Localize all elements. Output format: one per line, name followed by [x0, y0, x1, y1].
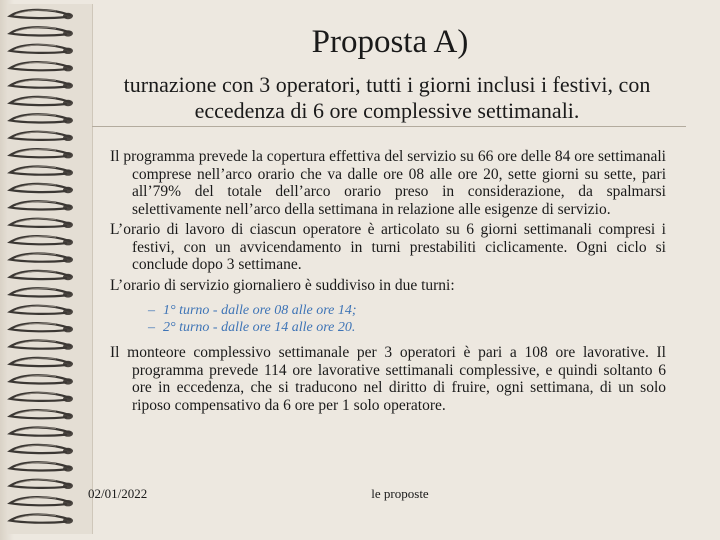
spiral-ring-icon [10, 393, 73, 402]
footer-label: le proposte [371, 486, 429, 501]
spiral-ring-icon [10, 236, 73, 245]
shift-item [148, 302, 666, 319]
spiral-ring-icon [10, 497, 73, 506]
shift-list [110, 302, 666, 336]
slide-subtitle: turnazione con 3 operatori, tutti i giorni inclusi i festivi, con eccedenza di 6 ore complessive settimanali. [123, 72, 651, 123]
body-paragraph: L’orario di lavoro di ciascun operatore è articolato su 6 giorni settimanali compresi i festivi, con un avvicendamento in turni prestabiliti ciclicamente. Ogni ciclo si conclude dopo 3 settimane. [110, 221, 666, 273]
spiral-ring-icon [10, 10, 73, 19]
spiral-ring-icon [10, 149, 73, 158]
spiral-ring-icon [10, 323, 73, 332]
spiral-ring-icon [10, 184, 73, 193]
dash-bullet-icon: – [148, 320, 155, 335]
body-paragraph: L’orario di servizio giornaliero è suddiviso in due turni: [110, 276, 455, 294]
spiral-ring-icon [10, 306, 73, 315]
closing-paragraph: Il monteore complessivo settimanale per 3 operatori è pari a 108 ore lavorative. Il programma prevede 114 ore lavorative settimanali complessive, e quindi soltanto 6 ore in eccedenza, che si traducono nel diritto di fruire, ogni settimana, di un solo riposo compensativo da 6 ore per 1 solo operatore. [110, 344, 666, 414]
spiral-ring-icon [10, 462, 73, 471]
spiral-ring-icon [10, 375, 73, 384]
spiral-ring-icon [10, 79, 73, 88]
shift-item-label: 2° turno - dalle ore 14 alle ore 20. [163, 320, 356, 335]
spiral-ring-icon [10, 340, 73, 349]
spiral-ring-icon [10, 219, 73, 228]
footer-date: 02/01/2022 [88, 486, 148, 501]
body-paragraph: Il programma prevede la copertura effettiva del servizio su 66 ore delle 84 ore settimanali comprese nell’arco orario che va dalle ore 08 alle ore 20, sette giorni su sette, pari all’79% del totale dell’arco orario preso in considerazione, da spalmarsi selettivamente nell’arco della settimana in relazione alle esigenze di servizio. [110, 148, 666, 218]
spiral-ring-icon [10, 253, 73, 262]
slide-title: Proposta A) [311, 24, 469, 60]
spiral-ring-icon [10, 271, 73, 280]
spiral-ring-icon [10, 288, 73, 297]
binder-strip [0, 0, 92, 540]
spiral-ring-icon [10, 201, 73, 210]
spiral-ring-icon [10, 445, 73, 454]
spiral-ring-icon [10, 358, 73, 367]
spiral-ring-icon [10, 480, 73, 489]
title-divider [92, 126, 686, 127]
spiral-ring-icon [10, 62, 73, 71]
spiral-ring-icon [10, 427, 73, 436]
spiral-ring-icon [10, 114, 73, 123]
spiral-binding-icon [0, 0, 92, 540]
shift-item [148, 319, 666, 336]
spiral-ring-icon [10, 45, 73, 54]
slide-body [110, 148, 666, 417]
spiral-ring-icon [10, 410, 73, 419]
shift-item-label: 1° turno - dalle ore 08 alle ore 14; [163, 303, 357, 318]
spiral-ring-icon [10, 514, 73, 523]
spiral-ring-icon [10, 166, 73, 175]
dash-bullet-icon: – [148, 303, 155, 318]
spiral-ring-icon [10, 132, 73, 141]
spiral-ring-icon [10, 97, 73, 106]
spiral-ring-icon [10, 27, 73, 36]
